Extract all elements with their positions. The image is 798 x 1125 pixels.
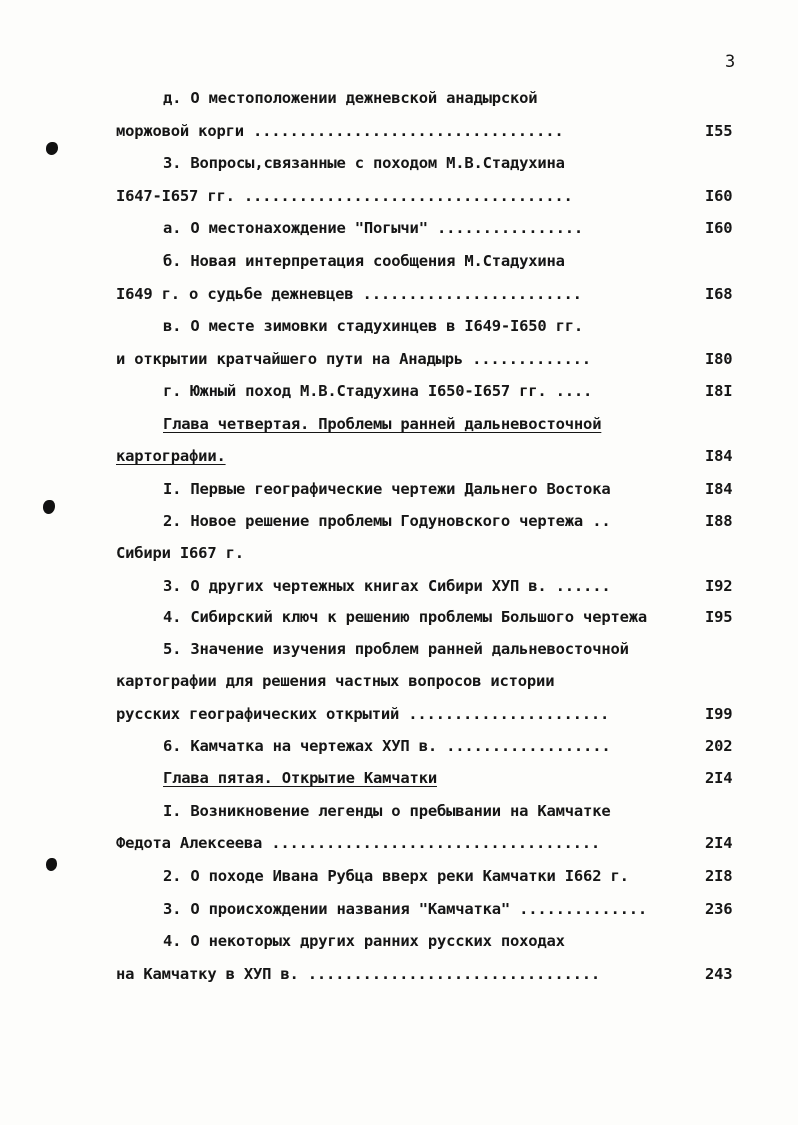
toc-line-page: 202 [705, 737, 733, 755]
toc-line [0, 702, 798, 726]
toc-line [0, 216, 798, 240]
toc-line [0, 509, 798, 533]
toc-line-text: 6. Камчатка на чертежах ХУП в. .................. [163, 737, 611, 755]
toc-line-text: 2. О походе Ивана Рубца вверх реки Камчатки I662 г. [163, 867, 629, 885]
toc-line [0, 637, 798, 661]
toc-line [0, 962, 798, 986]
toc-line [0, 477, 798, 501]
toc-line [0, 249, 798, 273]
toc-line [0, 605, 798, 629]
toc-line-text: 3. О происхождении названия "Камчатка" .............. [163, 900, 647, 918]
toc-line-text: I647-I657 гг. .................................... [116, 187, 573, 205]
toc-line-text: в. О месте зимовки стадухинцев в I649-I650 гг. [163, 317, 584, 335]
toc-line [0, 119, 798, 143]
toc-line-text: 4. О некоторых других ранних русских походах [163, 932, 565, 950]
toc-line [0, 897, 798, 921]
toc-line-page: 2I4 [705, 834, 733, 852]
toc-line-text: 5. Значение изучения проблем ранней дальневосточной [163, 640, 629, 658]
toc-line-text: 4. Сибирский ключ к решению проблемы Большого чертежа [163, 608, 647, 626]
toc-line-page: I60 [705, 187, 733, 205]
toc-line-text: 3. Вопросы,связанные с походом М.В.Стадухина [163, 154, 565, 172]
toc-line-page: I68 [705, 285, 733, 303]
toc-line [0, 151, 798, 175]
toc-line-page: I8I [705, 382, 733, 400]
toc-line-page: 243 [705, 965, 733, 983]
toc-line [0, 86, 798, 110]
toc-line-page: I88 [705, 512, 733, 530]
toc-line-page: 236 [705, 900, 733, 918]
toc-line [0, 184, 798, 208]
toc-line [0, 541, 798, 565]
page-number: 3 [725, 52, 736, 72]
toc-line-text: картографии для решения частных вопросов истории [116, 672, 555, 690]
toc-line [0, 766, 798, 790]
toc-line-text: и открытии кратчайшего пути на Анадырь ............. [116, 350, 591, 368]
toc-line-page: I80 [705, 350, 733, 368]
toc-line-text: г. Южный поход М.В.Стадухина I650-I657 гг. .... [163, 382, 593, 400]
toc-line [0, 282, 798, 306]
toc-line [0, 444, 798, 468]
toc-line-text: моржовой корги .................................. [116, 122, 564, 140]
toc-line-page: I84 [705, 480, 733, 498]
toc-line-text: Федота Алексеева .................................... [116, 834, 600, 852]
toc-line [0, 347, 798, 371]
toc-line-text: I. Возникновение легенды о пребывании на Камчатке [163, 802, 611, 820]
toc-line [0, 669, 798, 693]
toc-line-page: I60 [705, 219, 733, 237]
toc-line-page: I55 [705, 122, 733, 140]
toc-line-page: I99 [705, 705, 733, 723]
toc-line-text: 3. О других чертежных книгах Сибири ХУП в. ...... [163, 577, 611, 595]
toc-line-text: I649 г. о судьбе дежневцев ........................ [116, 285, 582, 303]
toc-line-page: 2I8 [705, 867, 733, 885]
toc-line-page: I95 [705, 608, 733, 626]
chapter-heading: Глава четвертая. Проблемы ранней дальневосточной [163, 415, 602, 433]
toc-line [0, 314, 798, 338]
toc-line-text: б. Новая интерпретация сообщения М.Стадухина [163, 252, 565, 270]
toc-line [0, 831, 798, 855]
toc-line [0, 864, 798, 888]
toc-line-text: Сибири I667 г. [116, 544, 244, 562]
chapter-heading: картографии. [116, 447, 226, 465]
toc-line-page: 2I4 [705, 769, 733, 787]
toc-line-text: на Камчатку в ХУП в. ................................ [116, 965, 600, 983]
toc-line-text: I. Первые географические чертежи Дальнего Востока [163, 480, 611, 498]
toc-line-page: I92 [705, 577, 733, 595]
toc-line-text: русских географических открытий ...................... [116, 705, 610, 723]
toc-line-text: а. О местонахождение "Погычи" ................ [163, 219, 584, 237]
toc-line [0, 412, 798, 436]
toc-line-page: I84 [705, 447, 733, 465]
toc-line [0, 929, 798, 953]
toc-line-text: д. О местоположении дежневской анадырской [163, 89, 538, 107]
toc-line [0, 379, 798, 403]
chapter-heading: Глава пятая. Открытие Камчатки [163, 769, 437, 787]
toc-line [0, 799, 798, 823]
toc-line [0, 574, 798, 598]
toc-line-text: 2. Новое решение проблемы Годуновского чертежа .. [163, 512, 611, 530]
toc-line [0, 734, 798, 758]
